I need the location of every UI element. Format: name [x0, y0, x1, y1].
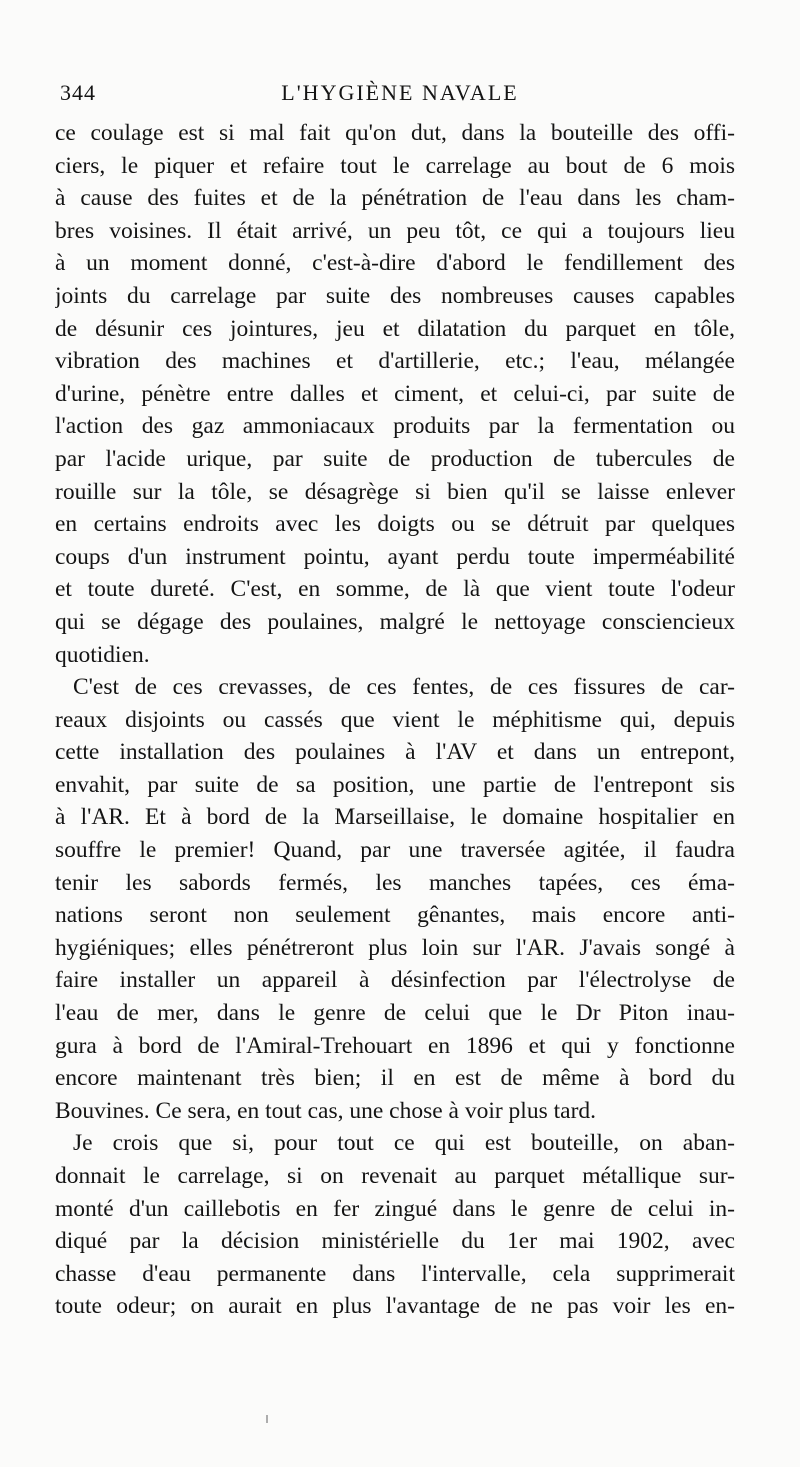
text-line: à un moment donné, c'est-à-dire d'abord le fendillement des	[55, 250, 735, 277]
text-line: l'eau de mer, dans le genre de celui que le Dr Piton inau-	[55, 1000, 735, 1027]
text-line: Bouvines. Ce sera, en tout cas, une chose à voir plus tard.	[55, 1097, 597, 1124]
text-line: donnait le carrelage, si on revenait au parquet métallique sur-	[55, 1163, 735, 1189]
text-line: encore maintenant très bien; il en est de même à bord du	[55, 1065, 735, 1092]
text-line: chasse d'eau permanente dans l'intervalle, cela supprimerait	[55, 1260, 735, 1287]
text-line: faire installer un appareil à désinfection par l'électrolyse de	[55, 967, 735, 994]
text-line: joints du carrelage par suite des nombreuses causes capables	[55, 282, 735, 309]
text-line: et toute dureté. C'est, en somme, de là que vient toute l'odeur	[55, 576, 735, 603]
text-line: bres voisines. Il était arrivé, un peu tôt, ce qui a toujours lieu	[55, 217, 735, 244]
text-line: par l'acide urique, par suite de production de tubercules de	[55, 445, 735, 472]
text-line: nations seront non seulement gênantes, mais encore anti-	[55, 902, 735, 929]
text-line: ce coulage est si mal fait qu'on dut, dans la bouteille des offi-	[55, 120, 735, 146]
text-line: souffre le premier! Quand, par une traversée agitée, il faudra	[55, 837, 735, 864]
body-text	[55, 117, 735, 1323]
text-line: ciers, le piquer et refaire tout le carrelage au bout de 6 mois	[55, 152, 735, 179]
text-line: rouille sur la tôle, se désagrège si bien qu'il se laisse enlever	[55, 478, 735, 505]
text-line: hygiéniques; elles pénétreront plus loin sur l'AR. J'avais songé à	[55, 934, 735, 961]
text-line: à l'AR. Et à bord de la Marseillaise, le domaine hospitalier en	[55, 804, 735, 831]
text-line: qui se dégage des poulaines, malgré le nettoyage consciencieux	[55, 608, 735, 635]
text-line: de désunir ces jointures, jeu et dilatation du parquet en tôle,	[55, 315, 735, 342]
running-title: L'HYGIÈNE NAVALE	[281, 80, 519, 105]
text-line: gura à bord de l'Amiral-Trehouart en 1896 et qui y fonctionne	[55, 1032, 735, 1059]
page-number: 344	[60, 80, 96, 105]
text-line: monté d'un caillebotis en fer zingué dans le genre de celui in-	[55, 1195, 735, 1222]
text-line: à cause des fuites et de la pénétration de l'eau dans les cham-	[55, 185, 735, 212]
running-head	[60, 80, 740, 110]
text-line: coups d'un instrument pointu, ayant perdu toute imperméabilité	[55, 543, 735, 570]
text-line: toute odeur; on aurait en plus l'avantage de ne pas voir les en-	[55, 1293, 735, 1320]
text-line: d'urine, pénètre entre dalles et ciment, et celui-ci, par suite de	[55, 380, 735, 407]
text-line: l'action des gaz ammoniacaux produits par la fermentation ou	[55, 413, 735, 440]
text-line: cette installation des poulaines à l'AV et dans un entrepont,	[55, 739, 735, 766]
text-line: reaux disjoints ou cassés que vient le méphitisme qui, depuis	[55, 706, 735, 733]
text-line: vibration des machines et d'artillerie, etc.; l'eau, mélangée	[55, 348, 735, 375]
text-line: en certains endroits avec les doigts ou se détruit par quelques	[55, 511, 735, 538]
text-line: tenir les sabords fermés, les manches tapées, ces éma-	[55, 869, 735, 896]
text-line: envahit, par suite de sa position, une partie de l'entrepont sis	[55, 771, 735, 798]
text-line: quotidien.	[55, 641, 150, 668]
paragraph-start-line: Je crois que si, pour tout ce qui est bouteille, on aban-	[73, 1130, 735, 1157]
scan-speck	[266, 1415, 268, 1423]
text-line: diqué par la décision ministérielle du 1er mai 1902, avec	[55, 1228, 735, 1255]
paragraph-start-line: C'est de ces crevasses, de ces fentes, de ces fissures de car-	[73, 674, 735, 701]
